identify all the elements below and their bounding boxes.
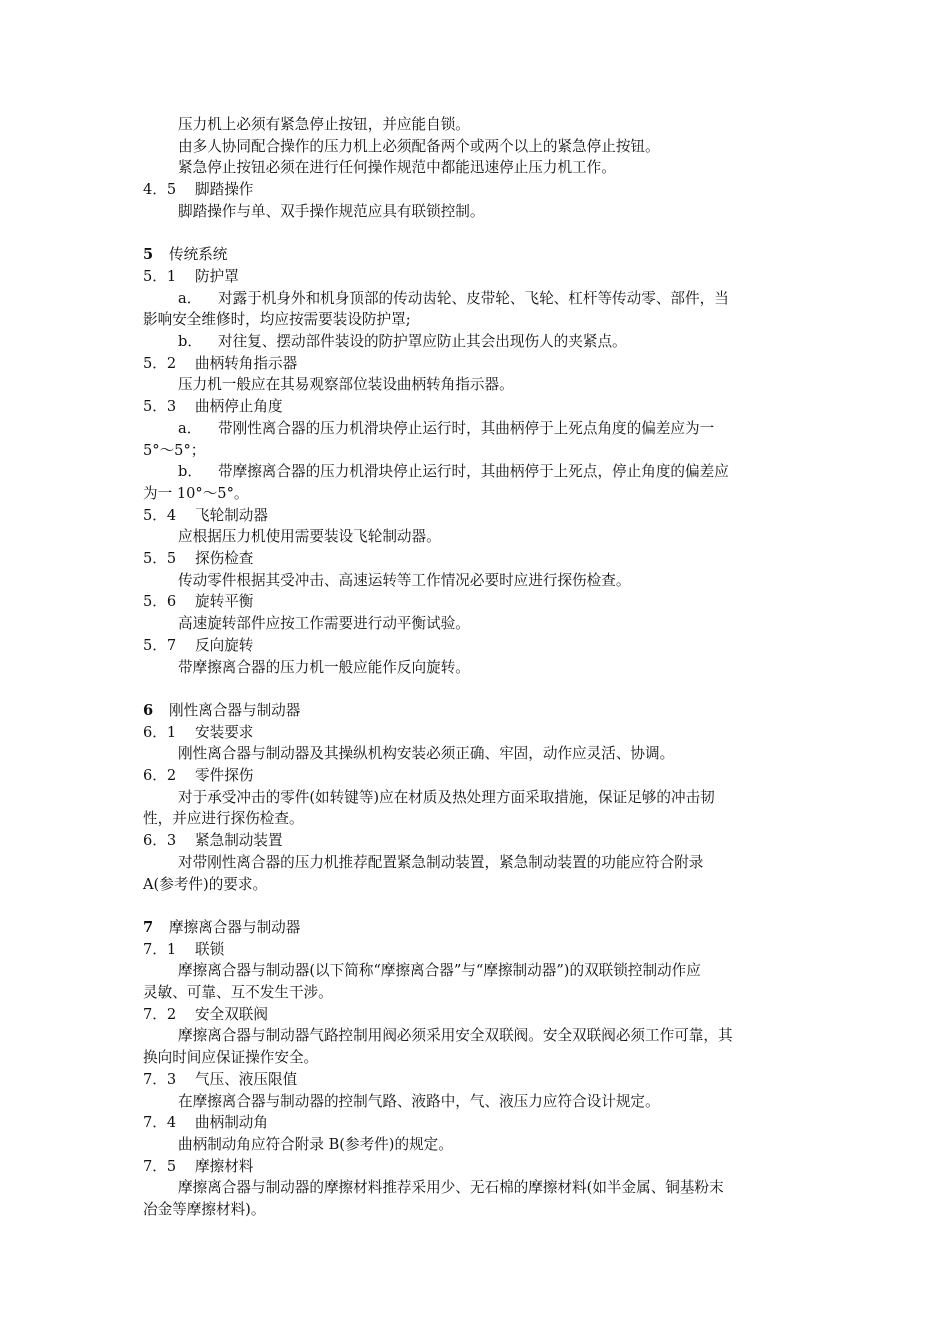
- subsection-number: 7．4: [143, 1114, 177, 1132]
- paragraph: 传动零件根据其受冲击、高速运转等工作情况必要时应进行探伤检查。: [178, 571, 631, 589]
- paragraph-continuation: 影响安全维修时，均应按需要装设防护罩;: [143, 311, 411, 329]
- paragraph-continuation: 为一 10°～5°。: [143, 484, 249, 502]
- paragraph: 紧急停止按钮必须在进行任何操作规范中都能迅速停止压力机工作。: [178, 159, 616, 177]
- subsection-heading: [143, 353, 808, 375]
- item-label: b．: [178, 463, 202, 481]
- subsection-heading: [143, 939, 808, 961]
- subsection-heading: [143, 635, 808, 657]
- subsection-number: 4．5: [143, 181, 177, 199]
- subsection-heading: [143, 722, 808, 744]
- subsection-title: 安装要求: [195, 723, 254, 741]
- paragraph-continuation: 灵敏、可靠、互不发生干涉。: [143, 984, 333, 1002]
- subsection-title: 曲柄停止角度: [195, 398, 283, 416]
- subsection-heading: [143, 591, 808, 613]
- paragraph-continuation: 换向时间应保证操作安全。: [143, 1049, 319, 1067]
- paragraph-continuation: 性，并应进行探伤检查。: [143, 810, 304, 828]
- list-item-a: [143, 288, 808, 310]
- subsection-number: 7．5: [143, 1157, 177, 1175]
- section-number: 7: [143, 918, 154, 936]
- section-number: 5: [143, 246, 154, 264]
- subsection-title: 气压、液压限值: [195, 1070, 298, 1088]
- paragraph: 压力机一般应在其易观察部位装设曲柄转角指示器。: [178, 376, 514, 394]
- subsection-title: 脚踏操作: [195, 181, 254, 199]
- subsection-number: 5．5: [143, 550, 177, 568]
- list-item-b: [143, 461, 808, 483]
- paragraph: 应根据压力机使用需要装设飞轮制动器。: [178, 528, 441, 546]
- section-heading: [143, 917, 808, 939]
- subsection-heading: [143, 765, 808, 787]
- subsection-number: 5．3: [143, 398, 177, 416]
- paragraph: 摩擦离合器与制动器的摩擦材料推荐采用少、无石棉的摩擦材料(如半金属、铜基粉末: [178, 1179, 724, 1197]
- subsection-number: 6．1: [143, 723, 177, 741]
- paragraph: 曲柄制动角应符合附录 B(参考件)的规定。: [178, 1136, 453, 1153]
- paragraph: 对带刚性离合器的压力机推荐配置紧急制动装置，紧急制动装置的功能应符合附录: [178, 853, 704, 871]
- item-text: 带摩擦离合器的压力机滑块停止运行时，其曲柄停于上死点，停止角度的偏差应: [218, 463, 729, 481]
- subsection-title: 零件探伤: [195, 767, 254, 785]
- subsection-title: 旋转平衡: [195, 593, 254, 611]
- section-heading: [143, 700, 808, 722]
- list-item-a: [143, 418, 808, 440]
- subsection-title: 曲柄转角指示器: [195, 354, 298, 372]
- paragraph: 高速旋转部件应按工作需要进行动平衡试验。: [178, 615, 470, 633]
- document-page: [143, 114, 808, 1221]
- subsection-heading: [143, 1004, 808, 1026]
- subsection-title: 联锁: [195, 940, 225, 958]
- list-item-b: [143, 331, 808, 353]
- paragraph: 带摩擦离合器的压力机一般应能作反向旋转。: [178, 658, 470, 676]
- subsection-number: 7．1: [143, 940, 177, 958]
- subsection-heading: [143, 830, 808, 852]
- subsection-heading: [143, 505, 808, 527]
- paragraph: 由多人协同配合操作的压力机上必须配备两个或两个以上的紧急停止按钮。: [178, 137, 660, 155]
- paragraph-continuation: 5°～5°；: [143, 441, 206, 459]
- subsection-number: 5．7: [143, 636, 177, 654]
- subsection-heading: [143, 396, 808, 418]
- paragraph: 摩擦离合器与制动器气路控制用阀必须采用安全双联阀。安全双联阀必须工作可靠，其: [178, 1027, 733, 1045]
- subsection-number: 5．6: [143, 593, 177, 611]
- paragraph-continuation: A(参考件)的要求。: [143, 875, 268, 893]
- subsection-number: 7．2: [143, 1005, 177, 1023]
- subsection-number: 5．1: [143, 267, 177, 285]
- subsection-heading: [143, 179, 808, 201]
- item-label: b．: [178, 333, 202, 351]
- subsection-title: 飞轮制动器: [195, 506, 268, 524]
- section-heading: [143, 244, 808, 266]
- item-text: 对往复、摆动部件装设的防护罩应防止其会出现伤人的夹紧点。: [218, 333, 627, 351]
- subsection-title: 探伤检查: [195, 550, 254, 568]
- paragraph: 对于承受冲击的零件(如转键等)应在材质及热处理方面采取措施，保证足够的冲击韧: [178, 788, 715, 806]
- subsection-title: 防护罩: [195, 267, 239, 285]
- subsection-number: 6．3: [143, 832, 177, 850]
- item-text: 对露于机身外和机身顶部的传动齿轮、皮带轮、飞轮、杠杆等传动零、部件，当: [218, 289, 729, 307]
- item-label: a．: [178, 419, 202, 437]
- subsection-heading: [143, 1069, 808, 1091]
- subsection-title: 紧急制动装置: [195, 832, 283, 850]
- paragraph: 刚性离合器与制动器及其操纵机构安装必须正确、牢固，动作应灵活、协调。: [178, 745, 675, 763]
- subsection-title: 曲柄制动角: [195, 1114, 268, 1132]
- subsection-title: 摩擦材料: [195, 1157, 254, 1175]
- item-label: a．: [178, 289, 202, 307]
- paragraph: 脚踏操作与单、双手操作规范应具有联锁控制。: [178, 202, 485, 220]
- subsection-heading: [143, 1156, 808, 1178]
- subsection-number: 6．2: [143, 767, 177, 785]
- paragraph: 摩擦离合器与制动器(以下简称“摩擦离合器”与“摩擦制动器”)的双联锁控制动作应: [178, 962, 701, 980]
- subsection-heading: [143, 548, 808, 570]
- paragraph: 压力机上必须有紧急停止按钮，并应能自锁。: [178, 116, 470, 133]
- section-title: 传统系统: [169, 246, 228, 264]
- subsection-number: 7．3: [143, 1070, 177, 1088]
- subsection-number: 5．4: [143, 506, 177, 524]
- subsection-number: 5．2: [143, 354, 177, 372]
- subsection-heading: [143, 266, 808, 288]
- subsection-title: 安全双联阀: [195, 1005, 268, 1023]
- subsection-heading: [143, 1112, 808, 1134]
- paragraph-continuation: 冶金等摩擦材料)。: [143, 1201, 266, 1219]
- item-text: 带刚性离合器的压力机滑块停止运行时，其曲柄停于上死点角度的偏差应为一: [218, 419, 715, 437]
- section-title: 摩擦离合器与制动器: [169, 918, 301, 936]
- section-number: 6: [143, 701, 154, 719]
- subsection-title: 反向旋转: [195, 636, 254, 654]
- paragraph: 在摩擦离合器与制动器的控制气路、液路中，气、液压力应符合设计规定。: [178, 1092, 660, 1110]
- section-title: 刚性离合器与制动器: [169, 701, 301, 719]
